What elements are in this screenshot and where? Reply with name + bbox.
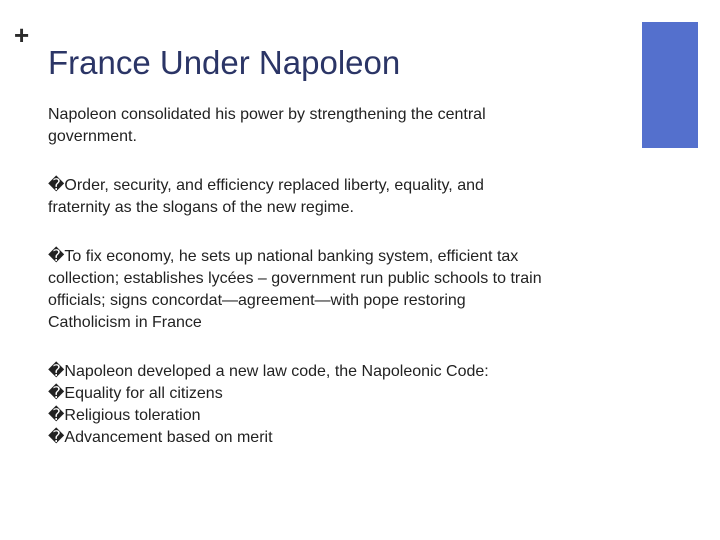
- code-item-equality: �Equality for all citizens: [48, 385, 223, 402]
- slide-title: France Under Napoleon: [48, 44, 401, 81]
- paragraph-slogans: �Order, security, and efficiency replaced liberty, equality, and fraternity as the slogans of the new regime.: [48, 177, 484, 216]
- paragraph-economy: �To fix economy, he sets up national banking system, efficient tax collection; establishes lycées – government run public schools to train officials; signs concordat—agreement—with pope restoring Catholicism in France: [48, 248, 542, 331]
- code-item-merit: �Advancement based on merit: [48, 429, 273, 446]
- code-intro: �Napoleon developed a new law code, the Napoleonic Code:: [48, 363, 489, 380]
- accent-block: [642, 22, 698, 148]
- paragraph-napoleonic-code: [48, 361, 548, 449]
- code-item-religious-toleration: �Religious toleration: [48, 407, 201, 424]
- slide-body: [48, 104, 548, 449]
- plus-icon: +: [14, 20, 30, 50]
- paragraph-central-government: Napoleon consolidated his power by strengthening the central government.: [48, 106, 486, 145]
